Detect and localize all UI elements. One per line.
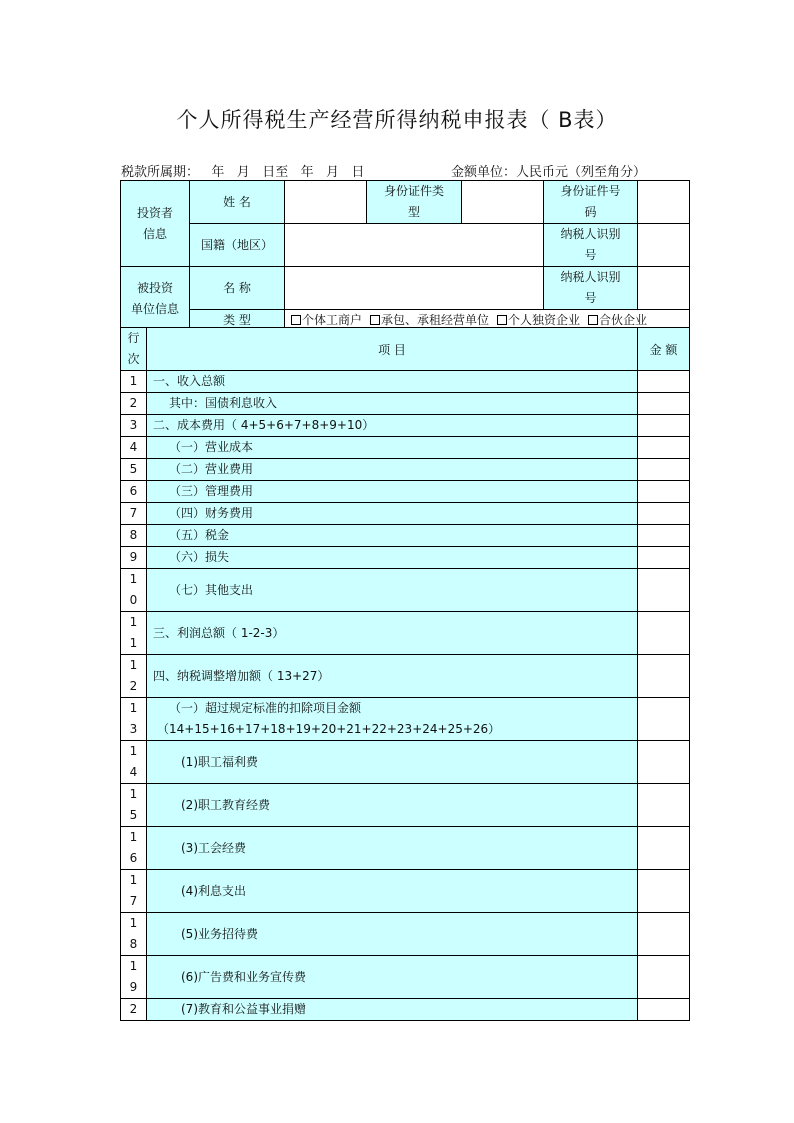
row-label-text-2: （14+15+16+17+18+19+20+21+22+23+24+25+26） [157,722,501,736]
table-row [121,913,690,956]
investor-taxpayer-id-field[interactable] [638,224,690,267]
checkbox-icon[interactable] [291,315,301,325]
tax-return-table [120,180,690,331]
amount-field[interactable] [638,481,690,503]
row-number: 1 7 [121,870,147,913]
row-label-text: （六）损失 [169,550,230,564]
table-row [121,655,690,698]
row-label-text: (3)工会经费 [181,840,246,855]
checkbox-icon[interactable] [588,315,598,325]
row-number: 2 [121,999,147,1021]
type-option-3[interactable]: 个人独资企业 [497,310,580,330]
table-row [121,569,690,612]
amount-field[interactable] [638,525,690,547]
investor-name-label: 姓 名 [190,181,285,224]
row-item-label [147,612,638,655]
amount-field[interactable] [638,503,690,525]
row-number: 1 9 [121,956,147,999]
currency-unit-label: 金额单位：人民币元（列至角分） [451,165,647,180]
amount-field[interactable] [638,437,690,459]
row-label-text: （二）营业费用 [169,462,254,476]
row-number: 1 [121,371,147,393]
row-label-text: 二、成本费用（ 4+5+6+7+8+9+10） [153,418,375,432]
table-row [121,741,690,784]
row-item-label [147,870,638,913]
checkbox-icon[interactable] [497,315,507,325]
row-label-text: 其中：国债利息收入 [169,396,278,410]
table-row [121,547,690,569]
amount-field[interactable] [638,569,690,612]
line-items-table [120,327,690,1021]
row-label-text: （三）管理费用 [169,484,254,498]
row-number: 1 2 [121,655,147,698]
amount-header: 金 额 [638,328,690,371]
type-option-2[interactable]: 承包、承租经营单位 [370,310,489,330]
row-item-label [147,999,638,1021]
nationality-label: 国籍（地区） [190,224,285,267]
unit-type-label: 类 型 [190,310,285,331]
amount-field[interactable] [638,913,690,956]
table-row [121,612,690,655]
row-number: 1 3 [121,698,147,741]
row-number: 5 [121,459,147,481]
row-item-label [147,655,638,698]
row-number: 1 0 [121,569,147,612]
amount-field[interactable] [638,784,690,827]
row-number: 2 [121,393,147,415]
invested-unit-info-label: 被投资 单位信息 [121,267,190,331]
row-item-label [147,525,638,547]
table-row [121,999,690,1021]
amount-field[interactable] [638,655,690,698]
row-no-header: 行 次 [121,328,147,371]
unit-taxpayer-id-label: 纳税人识别 号 [544,267,638,310]
row-label-text: (7)教育和公益事业捐赠 [181,1002,306,1016]
row-item-label [147,827,638,870]
row-number: 1 8 [121,913,147,956]
amount-field[interactable] [638,459,690,481]
table-row [121,956,690,999]
form-title: 个人所得税生产经营所得纳税申报表（ B表） [176,108,618,132]
row-label-text: （五）税金 [169,528,230,542]
amount-field[interactable] [638,371,690,393]
row-item-label [147,569,638,612]
id-type-field[interactable] [462,181,544,224]
amount-field[interactable] [638,393,690,415]
amount-field[interactable] [638,741,690,784]
row-label-text: (2)职工教育经费 [181,797,270,812]
row-item-label [147,741,638,784]
table-row [121,827,690,870]
table-row [121,525,690,547]
row-label-text: （一）超过规定标准的扣除项目金额 [169,701,362,715]
id-number-field[interactable] [638,181,690,224]
row-label-text: 三、利润总额（ 1-2-3） [153,625,285,640]
row-item-label [147,698,638,741]
row-number: 8 [121,525,147,547]
row-item-label [147,415,638,437]
unit-taxpayer-id-field[interactable] [638,267,690,310]
table-row [121,393,690,415]
table-row [121,459,690,481]
tax-period-label: 税款所属期： 年 月 日至 年 月 日 [121,165,365,180]
row-label-text: 四、纳税调整增加额（ 13+27） [153,668,330,683]
row-number: 1 1 [121,612,147,655]
investor-info-label: 投资者 信息 [121,181,190,267]
investor-taxpayer-id-label: 纳税人识别 号 [544,224,638,267]
row-number: 1 6 [121,827,147,870]
row-number: 1 4 [121,741,147,784]
row-label-text: （一）营业成本 [169,440,254,454]
type-option-4[interactable]: 合伙企业 [588,310,647,330]
table-row [121,415,690,437]
row-item-label [147,371,638,393]
row-label-text: (6)广告费和业务宣传费 [181,969,306,984]
row-item-label [147,437,638,459]
row-number: 1 5 [121,784,147,827]
amount-field[interactable] [638,415,690,437]
id-number-label: 身份证件号 码 [544,181,638,224]
row-label-text: (5)业务招待费 [181,926,258,941]
table-row [121,870,690,913]
row-number: 7 [121,503,147,525]
row-item-label [147,547,638,569]
table-row [121,437,690,459]
amount-field[interactable] [638,956,690,999]
row-item-label [147,956,638,999]
checkbox-icon[interactable] [370,315,380,325]
amount-field[interactable] [638,547,690,569]
row-number: 4 [121,437,147,459]
amount-field[interactable] [638,612,690,655]
investor-name-field[interactable] [285,181,367,224]
type-option-1[interactable]: 个体工商户 [291,310,362,330]
row-label-text: (1)职工福利费 [181,754,258,769]
unit-name-field[interactable] [285,267,544,310]
table-row [121,698,690,741]
table-row [121,481,690,503]
row-item-label [147,481,638,503]
row-number: 9 [121,547,147,569]
row-label-text: 一、收入总额 [153,374,226,388]
row-number: 3 [121,415,147,437]
table-row [121,503,690,525]
row-item-label [147,784,638,827]
id-type-label: 身份证件类 型 [367,181,462,224]
amount-field[interactable] [638,698,690,741]
row-item-label [147,393,638,415]
row-item-label [147,913,638,956]
unit-name-label: 名 称 [190,267,285,310]
nationality-field[interactable] [285,224,544,267]
item-header: 项 目 [147,328,638,371]
amount-field[interactable] [638,870,690,913]
row-item-label [147,459,638,481]
row-number: 6 [121,481,147,503]
amount-field[interactable] [638,999,690,1021]
row-label-text: (4)利息支出 [181,883,246,898]
table-row [121,371,690,393]
amount-field[interactable] [638,827,690,870]
row-label-text: （七）其他支出 [169,582,254,597]
table-row [121,784,690,827]
row-label-text: （四）财务费用 [169,506,254,520]
row-item-label [147,503,638,525]
